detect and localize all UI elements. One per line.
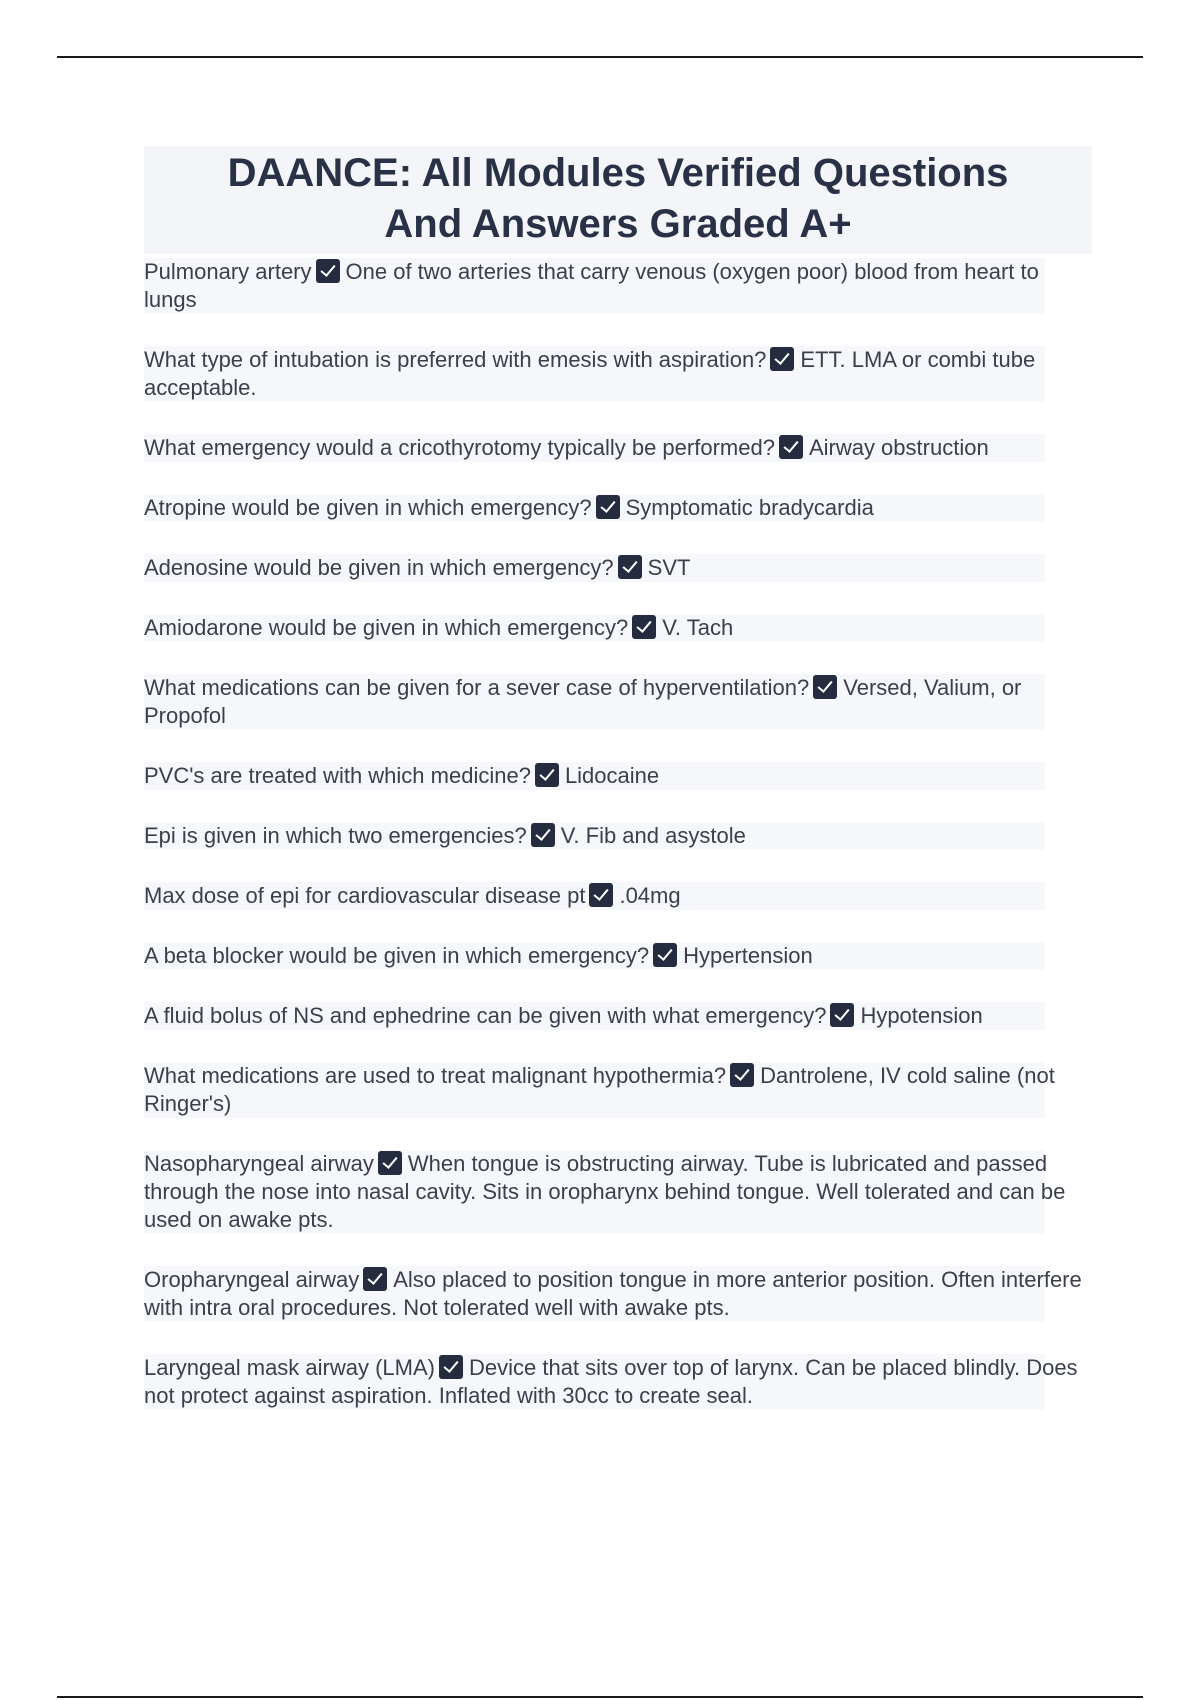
check-mark-icon	[316, 259, 340, 283]
answer-text: V. Fib and asystole	[560, 823, 746, 848]
answer-text: When tongue is obstructing airway. Tube is lubricated and passed through the nose into nasal cavity. Sits in oropharynx behind tongue. Well tolerated and can be used on awake pts.	[144, 1151, 1066, 1232]
qa-item	[144, 258, 1092, 314]
qa-item	[144, 1150, 1092, 1234]
question-text: A beta blocker would be given in which emergency?	[144, 943, 650, 968]
answer-text: Symptomatic bradycardia	[625, 495, 874, 520]
document-body	[144, 146, 1092, 1442]
check-mark-icon	[618, 555, 642, 579]
question-text: PVC's are treated with which medicine?	[144, 763, 531, 788]
check-mark-icon	[378, 1151, 402, 1175]
question-text: Atropine would be given in which emergency?	[144, 495, 592, 520]
qa-item	[144, 674, 1092, 730]
check-mark-icon	[589, 883, 613, 907]
qa-item	[144, 494, 1092, 522]
qa-item	[144, 882, 1092, 910]
check-mark-icon	[653, 943, 677, 967]
answer-text: SVT	[647, 555, 691, 580]
qa-item	[144, 1354, 1092, 1410]
question-text: Oropharyngeal airway	[144, 1267, 360, 1292]
answer-text: Versed, Valium, or Propofol	[144, 675, 1022, 728]
question-text: What medications can be given for a sever case of hyperventilation?	[144, 675, 810, 700]
title-line-2: And Answers Graded A+	[384, 202, 852, 246]
qa-item	[144, 1002, 1092, 1030]
check-mark-icon	[439, 1355, 463, 1379]
question-text: What medications are used to treat malignant hypothermia?	[144, 1063, 727, 1088]
document-title	[144, 148, 1092, 250]
qa-item	[144, 762, 1092, 790]
answer-text: Device that sits over top of larynx. Can be placed blindly. Does not protect against aspiration. Inflated with 30cc to create seal.	[144, 1355, 1078, 1408]
qa-item	[144, 346, 1092, 402]
check-mark-icon	[363, 1267, 387, 1291]
check-mark-icon	[830, 1003, 854, 1027]
qa-item	[144, 614, 1092, 642]
answer-text: Hypotension	[860, 1003, 983, 1028]
answer-text: ETT. LMA or combi tube acceptable.	[144, 347, 1036, 400]
question-text: Pulmonary artery	[144, 259, 312, 284]
answer-text: One of two arteries that carry venous (oxygen poor) blood from heart to lungs	[144, 259, 1039, 312]
answer-text: .04mg	[619, 883, 681, 908]
qa-item	[144, 942, 1092, 970]
answer-text: Hypertension	[683, 943, 813, 968]
question-text: Max dose of epi for cardiovascular disease pt	[144, 883, 586, 908]
question-text: What type of intubation is preferred with emesis with aspiration?	[144, 347, 767, 372]
question-text: A fluid bolus of NS and ephedrine can be given with what emergency?	[144, 1003, 827, 1028]
check-mark-icon	[596, 495, 620, 519]
answer-text: Airway obstruction	[808, 435, 989, 460]
title-line-1: DAANCE: All Modules Verified Questions	[227, 151, 1009, 195]
check-mark-icon	[531, 823, 555, 847]
question-text: Nasopharyngeal airway	[144, 1151, 374, 1176]
question-text: Epi is given in which two emergencies?	[144, 823, 527, 848]
header-rule	[57, 56, 1143, 58]
question-text: Laryngeal mask airway (LMA)	[144, 1355, 435, 1380]
check-mark-icon	[730, 1063, 754, 1087]
question-text: Adenosine would be given in which emergency?	[144, 555, 614, 580]
question-text: What emergency would a cricothyrotomy typically be performed?	[144, 435, 775, 460]
footer-rule	[57, 1696, 1143, 1698]
qa-item	[144, 554, 1092, 582]
answer-text: Lidocaine	[564, 763, 660, 788]
qa-item	[144, 1266, 1092, 1322]
qa-item	[144, 1062, 1092, 1118]
check-mark-icon	[779, 435, 803, 459]
check-mark-icon	[535, 763, 559, 787]
qa-list	[144, 258, 1092, 1410]
answer-text: V. Tach	[662, 615, 734, 640]
check-mark-icon	[813, 675, 837, 699]
check-mark-icon	[632, 615, 656, 639]
question-text: Amiodarone would be given in which emergency?	[144, 615, 629, 640]
qa-item	[144, 434, 1092, 462]
answer-text: Also placed to position tongue in more anterior position. Often interfere with intra oral procedures. Not tolerated well with awake pts.	[144, 1267, 1082, 1320]
check-mark-icon	[770, 347, 794, 371]
qa-item	[144, 822, 1092, 850]
answer-text: Dantrolene, IV cold saline (not Ringer's)	[144, 1063, 1055, 1116]
title-block	[144, 146, 1092, 254]
